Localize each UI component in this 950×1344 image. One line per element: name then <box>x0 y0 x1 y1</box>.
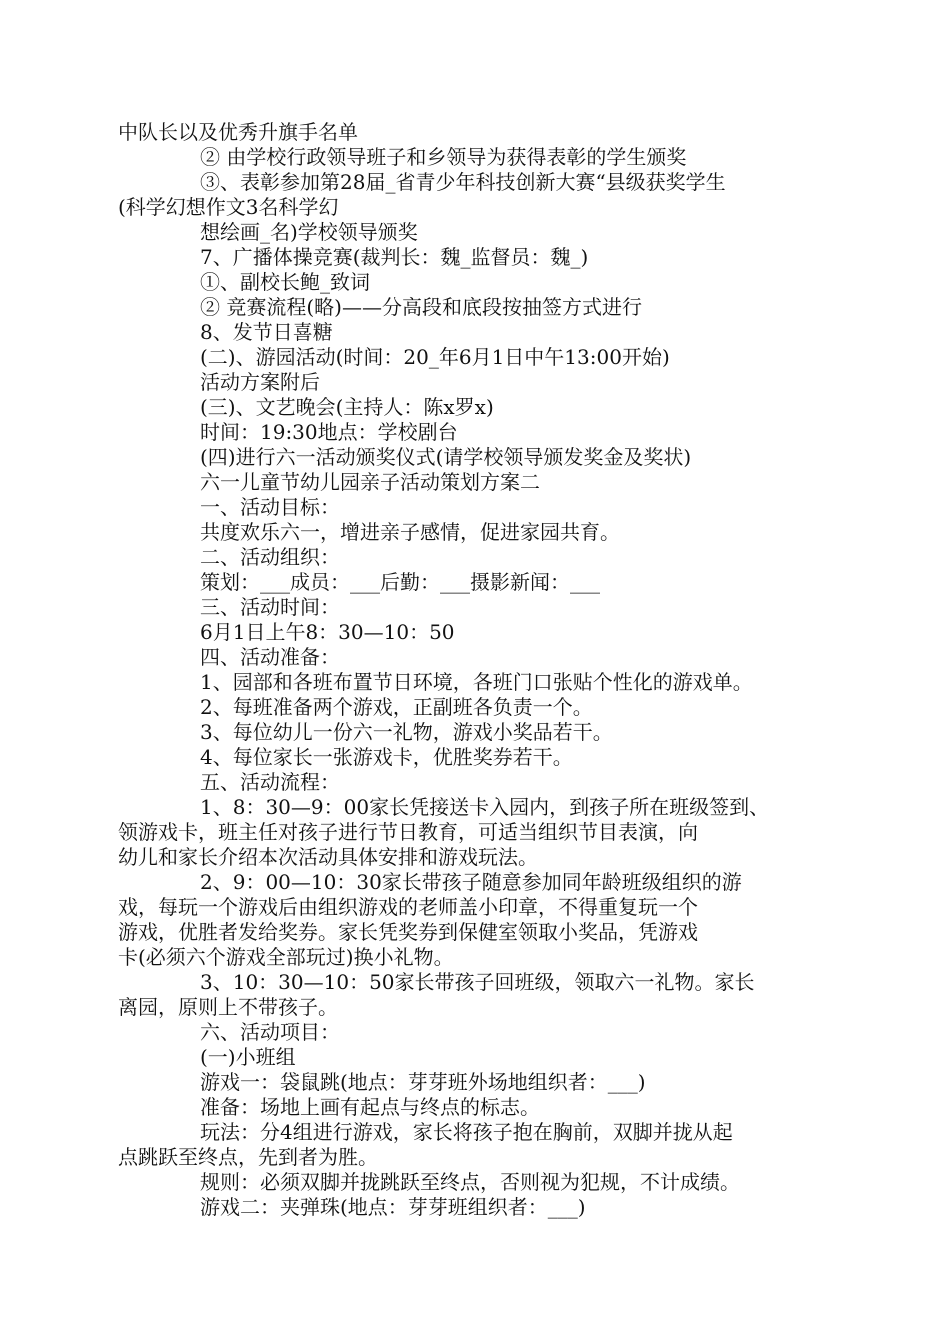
text-line: 想绘画_名)学校领导颁奖 <box>200 220 418 244</box>
text-line: 一、活动目标： <box>200 495 340 519</box>
text-line: 1、8：30—9：00家长凭接送卡入园内，到孩子所在班级签到、 <box>200 795 770 819</box>
text-line: 二、活动组织： <box>200 545 340 569</box>
text-line: 六、活动项目： <box>200 1020 340 1044</box>
text-line: 7、广播体操竞赛(裁判长：魏_监督员：魏_) <box>200 245 589 269</box>
text-line: 3、10：30—10：50家长带孩子回班级，领取六一礼物。家长 <box>200 970 755 994</box>
text-line: 8、发节日喜糖 <box>200 320 333 344</box>
text-line: 戏，每玩一个游戏后由组织游戏的老师盖小印章，不得重复玩一个 <box>118 895 698 919</box>
text-line: ①、副校长鲍_致词 <box>200 270 370 294</box>
text-line: 4、每位家长一张游戏卡，优胜奖券若干。 <box>200 745 573 769</box>
text-line: 卡(必须六个游戏全部玩过)换小礼物。 <box>118 945 454 969</box>
text-line: 时间：19:30地点：学校剧台 <box>200 420 458 444</box>
text-line: ② 由学校行政领导班子和乡领导为获得表彰的学生颁奖 <box>200 145 687 169</box>
text-line: 2、每班准备两个游戏，正副班各负责一个。 <box>200 695 593 719</box>
text-line: 共度欢乐六一，增进亲子感情，促进家园共育。 <box>200 520 620 544</box>
text-line: 离园，原则上不带孩子。 <box>118 995 338 1019</box>
text-line: 策划：___成员：___后勤：___摄影新闻：___ <box>200 570 600 594</box>
text-line: 3、每位幼儿一份六一礼物，游戏小奖品若干。 <box>200 720 613 744</box>
text-line: 活动方案附后 <box>200 370 320 394</box>
text-line: 四、活动准备： <box>200 645 340 669</box>
text-line: (二)、游园活动(时间：20_年6月1日中午13:00开始) <box>200 345 670 369</box>
text-line: (科学幻想作文3名科学幻 <box>118 195 339 219</box>
text-line: 游戏，优胜者发给奖券。家长凭奖券到保健室领取小奖品，凭游戏 <box>118 920 698 944</box>
text-line: (一)小班组 <box>200 1045 296 1069</box>
text-line: 2、9：00—10：30家长带孩子随意参加同年龄班级组织的游 <box>200 870 742 894</box>
text-line: 规则：必须双脚并拢跳跃至终点，否则视为犯规，不计成绩。 <box>200 1170 740 1194</box>
text-line: 游戏一：袋鼠跳(地点：芽芽班外场地组织者：___) <box>200 1070 646 1094</box>
document-body <box>118 120 818 1220</box>
text-line: 领游戏卡，班主任对孩子进行节日教育，可适当组织节目表演，向 <box>118 820 698 844</box>
text-line: 五、活动流程： <box>200 770 340 794</box>
text-line: ③、表彰参加第28届_省青少年科技创新大赛“县级获奖学生 <box>200 170 726 194</box>
text-line: 六一儿童节幼儿园亲子活动策划方案二 <box>200 470 540 494</box>
text-line: 三、活动时间： <box>200 595 340 619</box>
text-line: ② 竞赛流程(略)——分高段和底段按抽签方式进行 <box>200 295 642 319</box>
text-line: 玩法：分4组进行游戏，家长将孩子抱在胸前，双脚并拢从起 <box>200 1120 733 1144</box>
text-line: 中队长以及优秀升旗手名单 <box>118 120 358 144</box>
text-line: 准备：场地上画有起点与终点的标志。 <box>200 1095 540 1119</box>
text-line: (三)、文艺晚会(主持人：陈x罗x) <box>200 395 494 419</box>
text-line: 幼儿和家长介绍本次活动具体安排和游戏玩法。 <box>118 845 538 869</box>
text-line: 6月1日上午8：30—10：50 <box>200 620 455 644</box>
text-line: 点跳跃至终点，先到者为胜。 <box>118 1145 378 1169</box>
text-line: 1、园部和各班布置节日环境，各班门口张贴个性化的游戏单。 <box>200 670 753 694</box>
text-line: (四)进行六一活动颁奖仪式(请学校领导颁发奖金及奖状) <box>200 445 692 469</box>
text-line: 游戏二：夹弹珠(地点：芽芽班组织者：___) <box>200 1195 586 1219</box>
